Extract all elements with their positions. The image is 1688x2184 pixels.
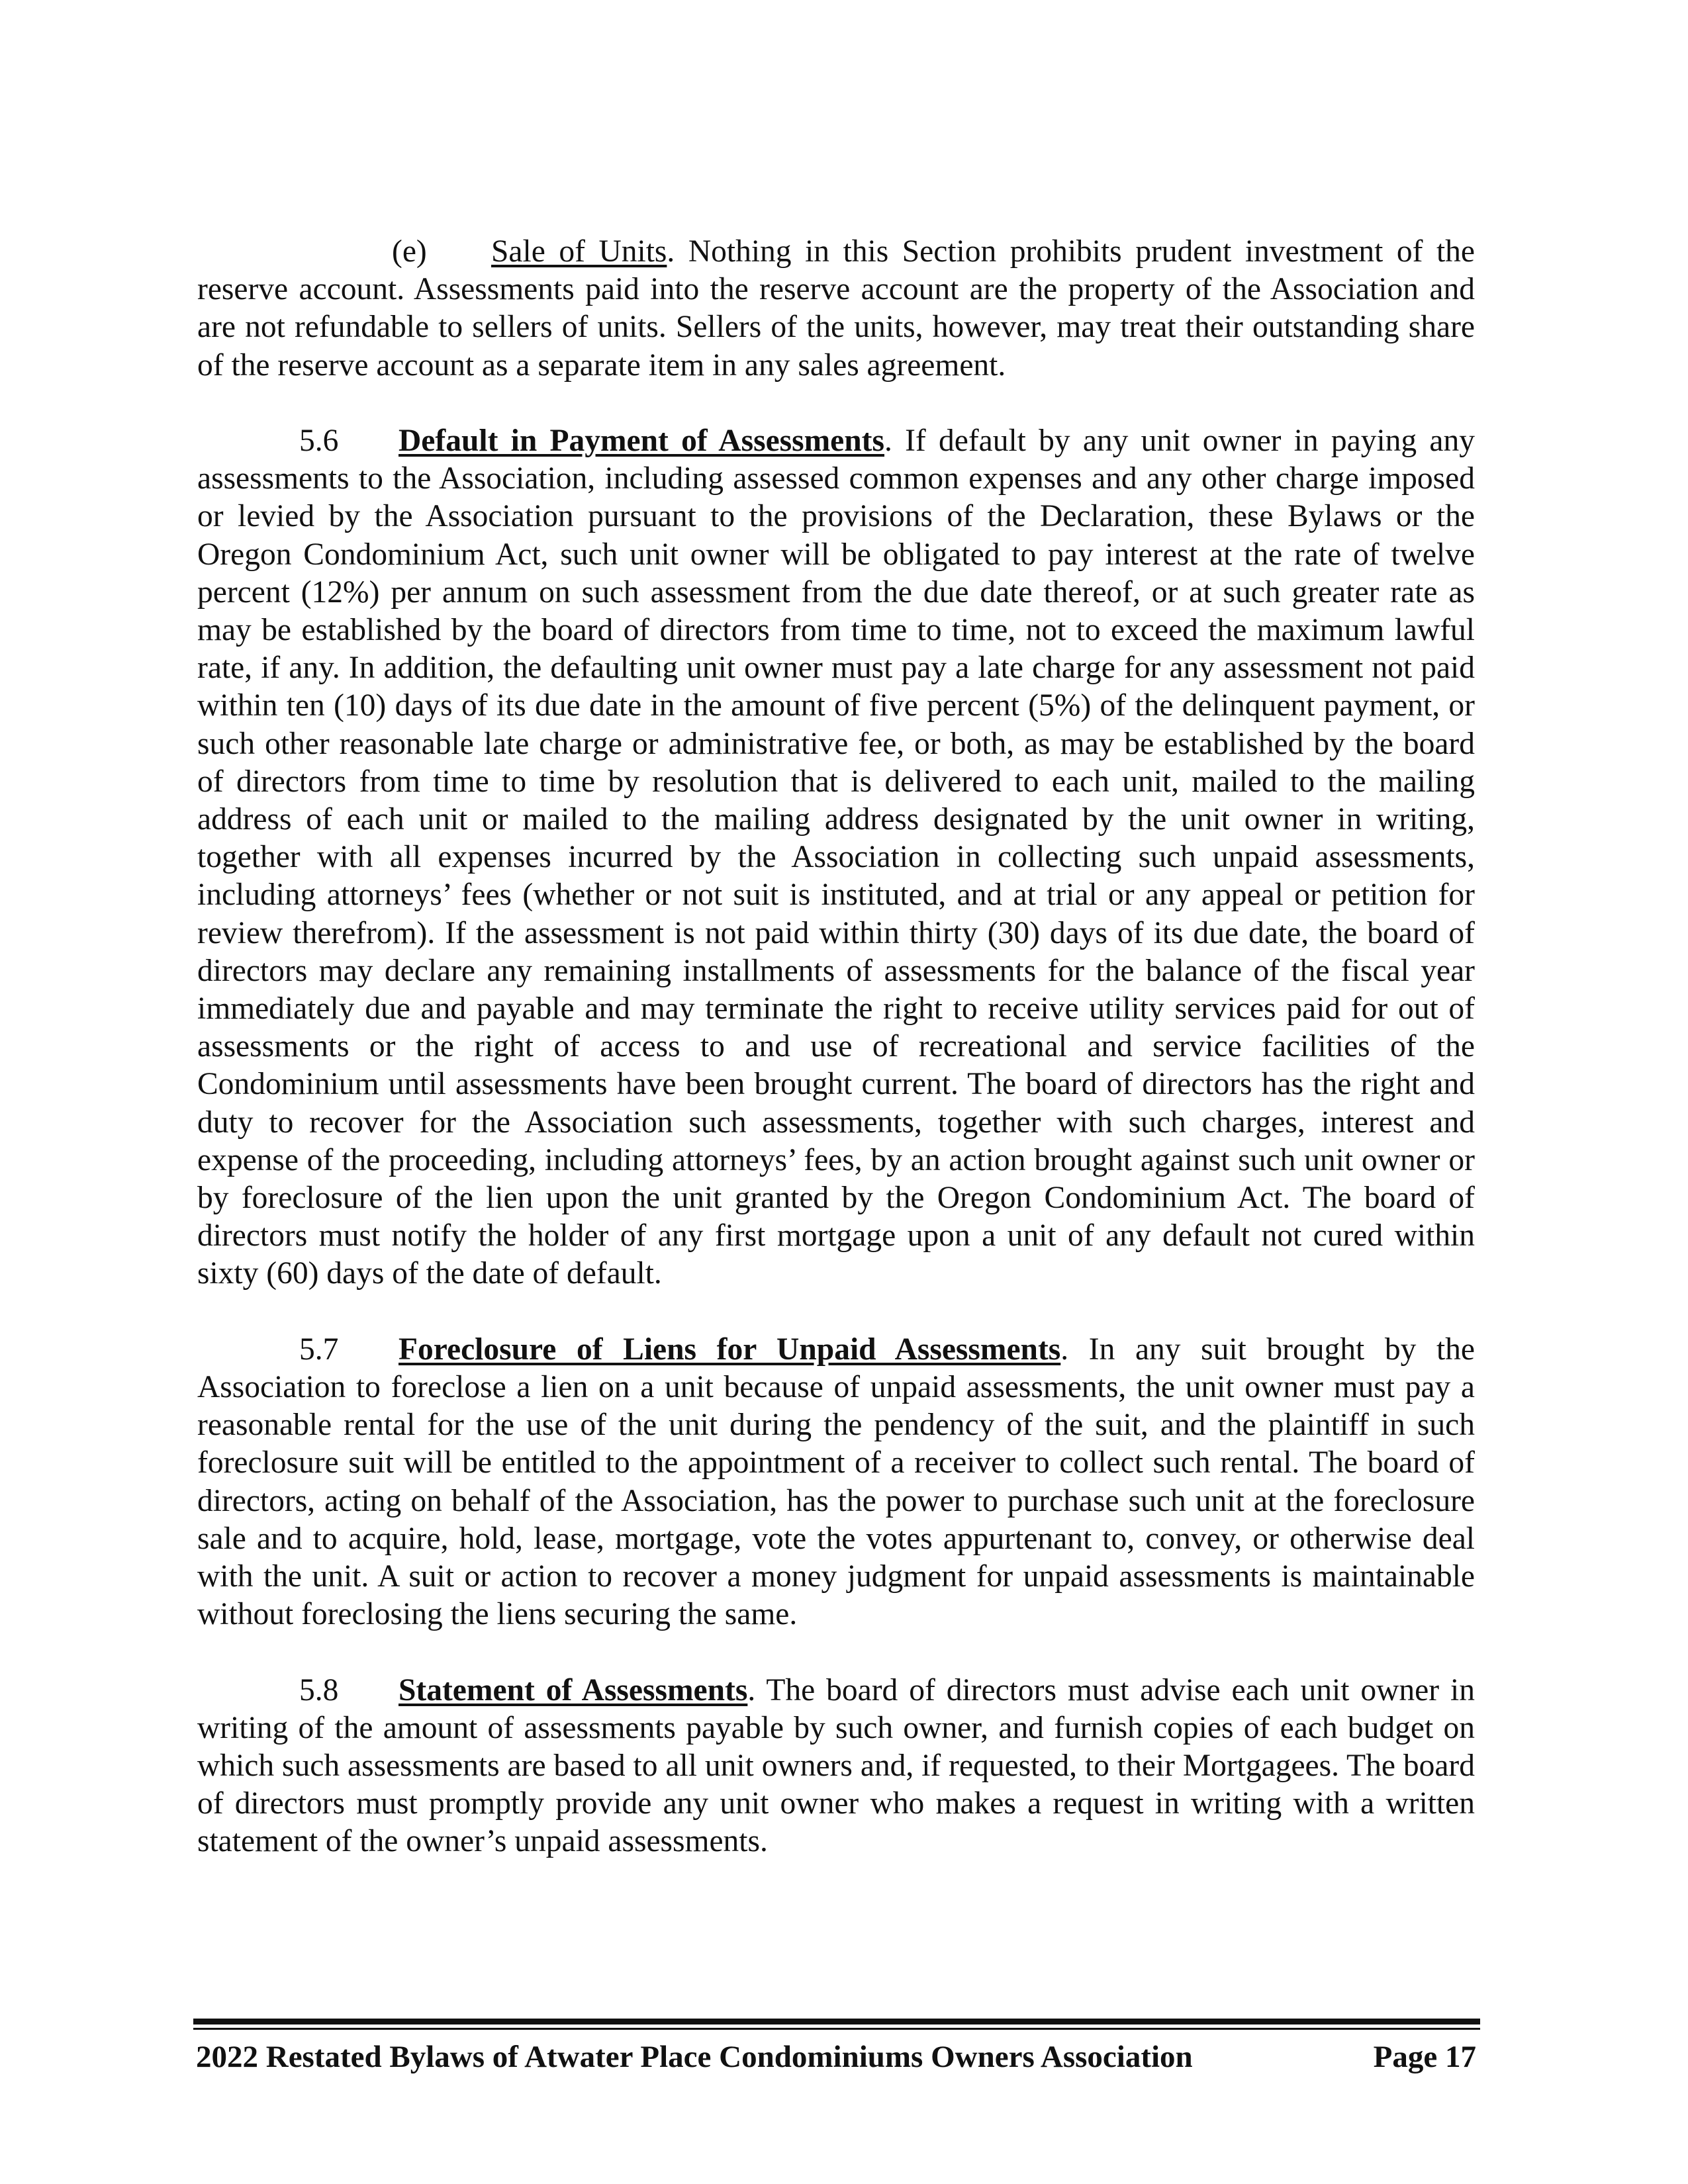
- section-text: . Nothing in this Section prohibits prudent investment of the reserve account. Assessments paid into the reserve account are the property of the Association and are not refundable to sellers of units. Sellers of the units, however, may treat their outstanding share of the reserve account as a separate item in any sales agreement.: [197, 234, 1476, 383]
- footer-rule-thin: [193, 2028, 1480, 2030]
- section-e-sale-of-units: [197, 233, 1475, 385]
- section-heading: Foreclosure of Liens for Unpaid Assessments: [399, 1332, 1061, 1367]
- section-heading: Default in Payment of Assessments: [399, 424, 884, 458]
- section-heading: Sale of Units: [491, 234, 667, 269]
- section-5-7-foreclosure-of-liens: [197, 1331, 1475, 1634]
- page-footer: [196, 2037, 1476, 2077]
- section-text: . In any suit brought by the Association to foreclose a lien on a unit because of unpaid assessments, the unit owner must pay a reasonable rental for the use of the unit during the pendency of the suit, and the plaintiff in such foreclosure suit will be entitled to the appointment of a receiver to collect such rental. The board of directors, acting on behalf of the Association, has the power to purchase such unit at the foreclosure sale and to acquire, hold, lease, mortgage, vote the votes appurtenant to, convey, or otherwise deal with the unit. A suit or action to recover a money judgment for unpaid assessments is maintainable without foreclosing the liens securing the same.: [197, 1332, 1475, 1632]
- section-number: 5.8: [299, 1672, 339, 1707]
- section-5-6-default-in-payment: [197, 422, 1475, 1293]
- document-body: [197, 233, 1475, 1899]
- section-heading: Statement of Assessments: [399, 1672, 748, 1707]
- section-text: . If default by any unit owner in paying any assessments to the Association, including assessed common expenses and any other charge imposed or levied by the Association pursuant to the provisions of the Declaration, these Bylaws or the Oregon Condominium Act, such unit owner will be obligated to pay interest at the rate of twelve percent (12%) per annum on such assessment from the due date thereof, or at such greater rate as may be established by the board of directors from time to time, not to exceed the maximum lawful rate, if any. In addition, the defaulting unit owner must pay a late charge for any assessment not paid within ten (10) days of its due date in the amount of five percent (5%) of the delinquent payment, or such other reasonable late charge or administrative fee, or both, as may be established by the board of directors from time to time by resolution that is delivered to each unit, mailed to the mailing address of each unit or mailed to the mailing address designated by the unit owner in writing, together with all expenses incurred by the Association in collecting such unpaid assessments, including attorneys’ fees (whether or not suit is instituted, and at trial or any appeal or petition for review therefrom). If the assessment is not paid within thirty (30) days of its due date, the board of directors may declare any remaining installments of assessments for the balance of the fiscal year immediately due and payable and may terminate the right to receive utility services paid for out of assessments or the right of access to and use of recreational and service facilities of the Condominium until assessments have been brought current. The board of directors has the right and duty to recover for the Association such assessments, together with such charges, interest and expense of the proceeding, including attorneys’ fees, by an action brought against such unit owner or by foreclosure of the lien upon the unit granted by the Oregon Condominium Act. The board of directors must notify the holder of any first mortgage upon a unit of any default not cured within sixty (60) days of the date of default.: [197, 424, 1475, 1291]
- footer-page-number: Page 17: [1373, 2040, 1476, 2074]
- section-text: . The board of directors must advise each unit owner in writing of the amount of assessments payable by such owner, and furnish copies of each budget on which such assessments are based to all unit owners and, if requested, to their Mortgagees. The board of directors must promptly provide any unit owner who makes a request in writing with a written statement of the owner’s unpaid assessments.: [197, 1672, 1475, 1859]
- section-number: (e): [392, 234, 427, 269]
- footer-rule-thick: [193, 2019, 1480, 2025]
- section-number: 5.6: [299, 424, 339, 458]
- section-number: 5.7: [299, 1332, 339, 1367]
- section-5-8-statement-of-assessments: [197, 1672, 1475, 1861]
- footer-document-title: 2022 Restated Bylaws of Atwater Place Condominiums Owners Association: [196, 2040, 1193, 2074]
